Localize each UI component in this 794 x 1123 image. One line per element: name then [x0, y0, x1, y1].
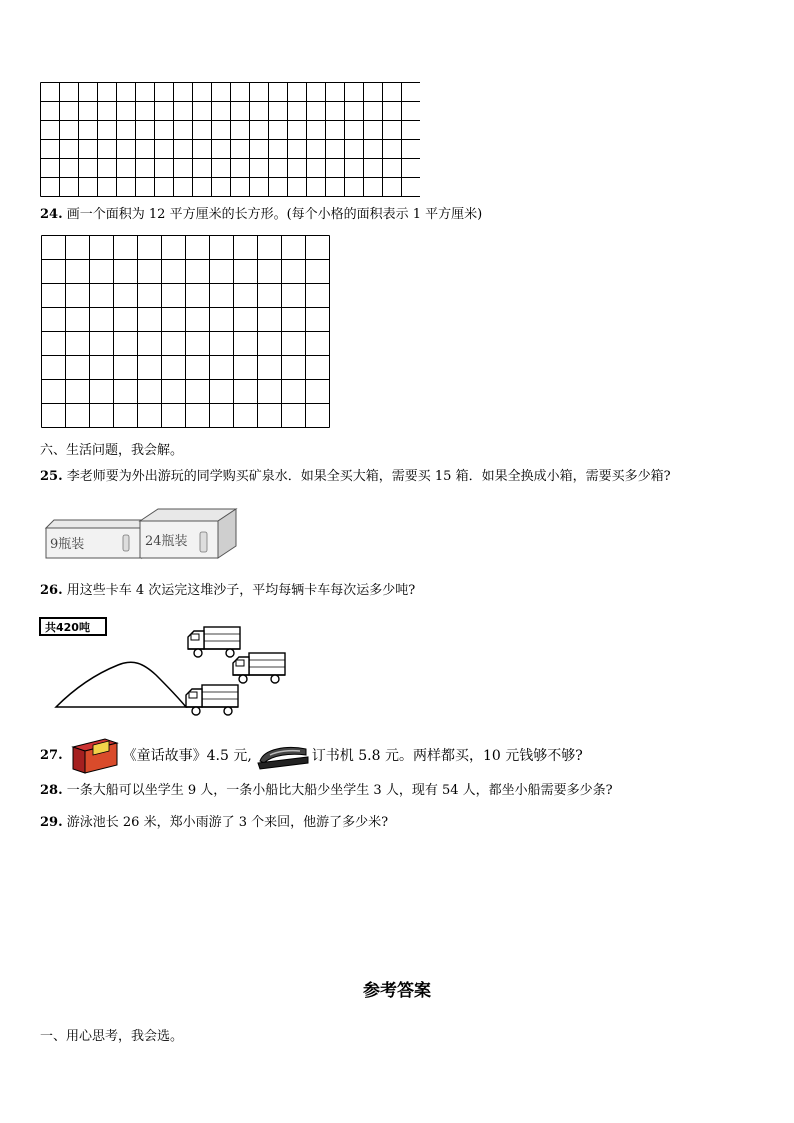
sand-pile [56, 662, 186, 707]
question-number: 27. [40, 748, 63, 763]
stapler-icon [256, 741, 310, 771]
q24-grid-svg [41, 235, 331, 433]
top-drawing-grid [40, 82, 420, 198]
sand-trucks-svg [38, 615, 300, 723]
question-number: 25. [40, 469, 63, 484]
answers-section-heading: 一、用心思考，我会选。 [40, 1029, 184, 1044]
question-text: 游泳池长 26 米，郑小雨游了 3 个来回，他游了多少米? [66, 815, 389, 830]
question-text: 李老师要为外出游玩的同学购买矿泉水．如果全买大箱，需要买 15 箱．如果全换成小箱，需要买多少箱? [66, 469, 671, 484]
question-number: 24. [40, 207, 63, 222]
bottle-icon [123, 535, 129, 551]
top-grid-svg [40, 82, 420, 198]
section-heading [40, 443, 183, 459]
water-boxes-svg [40, 500, 240, 562]
question-number: 28. [40, 783, 63, 798]
q24-drawing-grid [41, 235, 331, 433]
large-box [140, 509, 236, 558]
truck-icon [186, 685, 238, 715]
question-28 [40, 783, 613, 799]
sand-trucks-illustration [38, 615, 300, 727]
truck-icon [188, 627, 240, 657]
question-number: 26. [40, 583, 63, 598]
question-text: 一条大船可以坐学生 9 人，一条小船比大船少坐学生 3 人，现有 54 人，都坐小船需要多少条? [66, 783, 613, 798]
question-number: 29. [40, 815, 63, 830]
weight-sign-label: 共420吨 [45, 621, 90, 634]
section-title: 六、生活问题，我会解。 [40, 443, 184, 458]
question-27 [40, 737, 583, 775]
question-25 [40, 469, 671, 485]
storybook-price: 《童话故事》4.5 元, [122, 748, 252, 764]
small-box [46, 520, 150, 558]
question-24 [40, 207, 482, 223]
question-29 [40, 815, 388, 831]
bottle-icon [200, 532, 207, 552]
question-text: 用这些卡车 4 次运完这堆沙子，平均每辆卡车每次运多少吨? [66, 583, 416, 598]
large-box-label: 24瓶装 [145, 534, 188, 549]
answers-title: 参考答案 [363, 981, 431, 1001]
truck-icon [233, 653, 285, 683]
stapler-price-question: 订书机 5.8 元。两样都买，10 元钱够不够? [311, 748, 583, 764]
question-26 [40, 583, 415, 599]
question-text: 画一个面积为 12 平方厘米的长方形。(每个小格的面积表示 1 平方厘米) [66, 207, 483, 222]
small-box-label: 9瓶装 [50, 537, 85, 552]
storybook-icon [69, 737, 121, 775]
water-boxes-illustration [40, 500, 240, 566]
